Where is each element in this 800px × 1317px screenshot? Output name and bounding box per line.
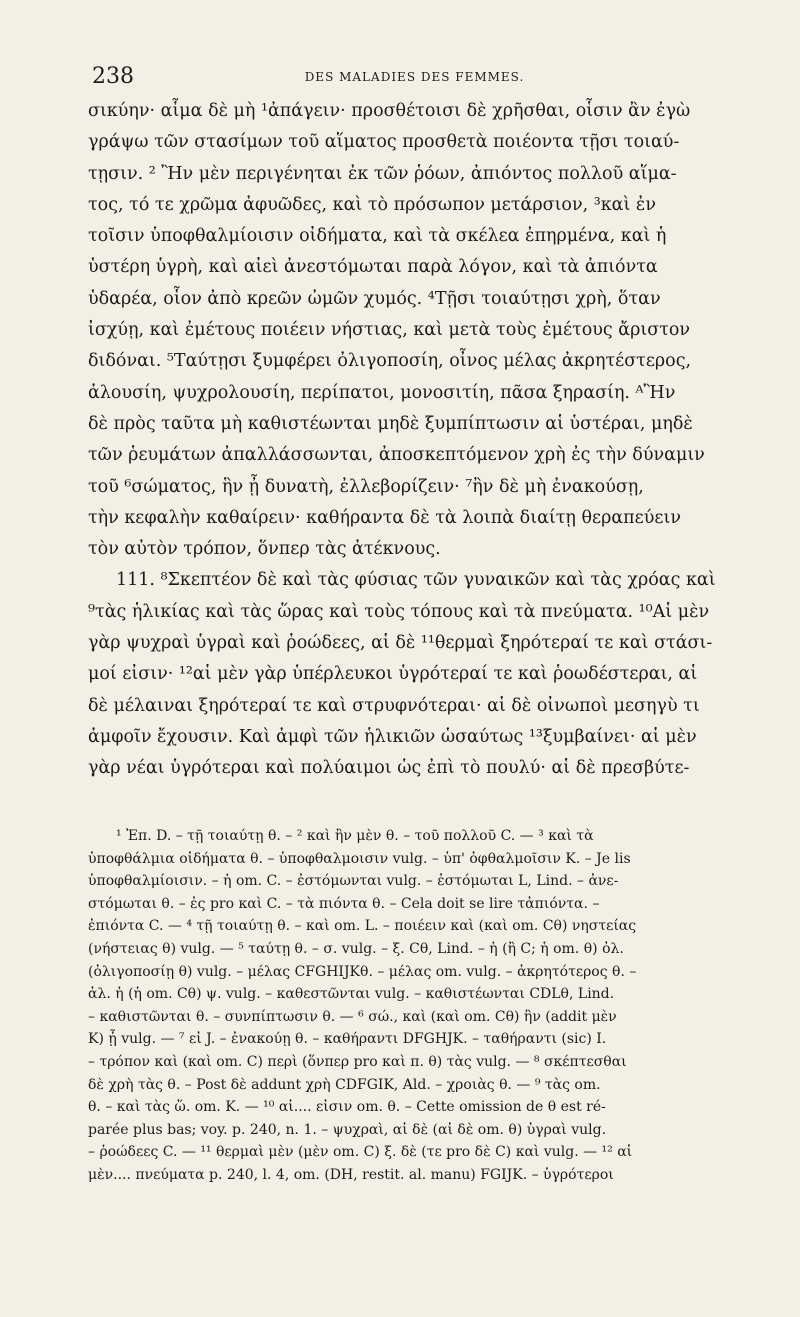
page-header: [92, 64, 737, 92]
footnote-line: – τρόπον καὶ (καὶ om. C) περὶ (ὅνπερ pro καὶ π. θ) τὰς vulg. — ⁸ σκέπτεσθαι: [88, 1053, 627, 1070]
text-line: τῃσιν. ² Ἢν μὲν περιγένηται ἐκ τῶν ῥόων, ἀπιόντος πολλοῦ αἵμα-: [88, 163, 677, 184]
footnote-line: K) ᾖ vulg. — ⁷ εἰ J. – ἐνακούῃ θ. – καθήραντι DFGHJK. – ταθήραντι (sic) I.: [88, 1031, 607, 1048]
text-line: ὑστέρη ὑγρὴ, καὶ αἰεὶ ἀνεστόμωται παρὰ λόγον, καὶ τὰ ἀπιόντα: [88, 257, 658, 278]
footnote-line: parée plus bas; voy. p. 240, n. 1. – ψυχραὶ, αἱ δὲ (αἱ δὲ om. θ) ὑγραὶ vulg.: [88, 1121, 607, 1138]
text-line: ἰσχύῃ, καὶ ἐμέτους ποιέειν νήστιας, καὶ μετὰ τοὺς ἐμέτους ἄριστον: [88, 320, 691, 341]
text-line: ἀμφοῖν ἔχουσιν. Καὶ ἀμφὶ τῶν ἡλικιῶν ὡσαύτως ¹³ξυμβαίνει· αἱ μὲν: [88, 726, 697, 747]
text-line: σικύην· αἷμα δὲ μὴ ¹ἀπάγειν· προσθέτοισι δὲ χρῆσθαι, οἷσιν ἂν ἐγὼ: [88, 101, 691, 121]
page-number: 238: [92, 64, 134, 89]
footnote-line: θ. – καὶ τὰς ὥ. om. K. — ¹⁰ αἱ.... εἰσιν om. θ. – Cette omission de θ est ré-: [88, 1099, 606, 1116]
footnote-line: ὑποφθάλμια οἰδήματα θ. – ὑποφθαλμοισιν vulg. – ὑπ' ὀφθαλμοῖσιν K. – Je lis: [88, 850, 631, 867]
text-line: ἀλουσίη, ψυχρολουσίη, περίπατοι, μονοσιτίη, πᾶσα ξηρασίη. ᴬἪν: [88, 382, 676, 403]
text-line: δὲ πρὸς ταῦτα μὴ καθιστέωνται μηδὲ ξυμπίπτωσιν αἱ ὑστέραι, μηδὲ: [88, 413, 693, 434]
footnote-line: ὑποφθαλμίοισιν. – ἡ om. C. – ἐστόμωνται vulg. – ἐστόμωται L, Lind. – ἀνε-: [88, 873, 619, 890]
main-text: [88, 96, 738, 785]
footnote-line: στόμωται θ. – ἐς pro καὶ C. – τὰ πιόντα θ. – Cela doit se lire τἀπιόντα. –: [88, 895, 600, 912]
text-line: γὰρ ψυχραὶ ὑγραὶ καὶ ῥοώδεες, αἱ δὲ ¹¹θερμαὶ ξηρότεραί τε καὶ στάσι-: [88, 633, 713, 654]
footnote-line: – ῥοώδεες C. — ¹¹ θερμαὶ μὲν (μὲν om. C) ξ. δὲ (τε pro δὲ C) καὶ vulg. — ¹² αἱ: [88, 1144, 633, 1161]
text-line: τος, τό τε χρῶμα ἀφυῶδες, καὶ τὸ πρόσωπον μετάρσιον, ³καὶ ἐν: [88, 194, 656, 215]
footnotes: [88, 825, 738, 1187]
text-line: τὴν κεφαλὴν καθαίρειν· καθήραντα δὲ τὰ λοιπὰ διαίτῃ θεραπεύειν: [88, 507, 681, 528]
text-line: δὲ μέλαιναι ξηρότεραί τε καὶ στρυφνότεραι· αἱ δὲ οἰνωποὶ μεσηγὺ τι: [88, 695, 700, 716]
text-line: διδόναι. ⁵Ταύτῃσι ξυμφέρει ὀλιγοποσίη, οἶνος μέλας ἀκρητέστερος,: [88, 351, 692, 372]
footnote-line: ἀλ. ἡ (ἡ om. Cθ) ψ. vulg. – καθεστῶνται vulg. – καθιστέωνται CDLθ, Lind.: [88, 986, 615, 1003]
running-title: DES MALADIES DES FEMMES.: [304, 70, 525, 84]
text-line: τῶν ῥευμάτων ἀπαλλάσσωνται, ἀποσκεπτόμενον χρὴ ἐς τὴν δύναμιν: [88, 445, 705, 466]
text-line: γὰρ νέαι ὑγρότεραι καὶ πολύαιμοι ὡς ἐπὶ τὸ πουλύ· αἱ δὲ πρεσβύτε-: [88, 758, 690, 779]
text-line: ὑδαρέα, οἷον ἀπὸ κρεῶν ὠμῶν χυμός. ⁴Τῇσι τοιαύτῃσι χρὴ, ὅταν: [88, 288, 661, 309]
text-line: ⁹τὰς ἡλικίας καὶ τὰς ὥρας καὶ τοὺς τόπους καὶ τὰ πνεύματα. ¹⁰Αἱ μὲν: [88, 601, 710, 622]
section-start-line: 111. ⁸Σκεπτέον δὲ καὶ τὰς φύσιας τῶν γυναικῶν καὶ τὰς χρόας καὶ: [116, 570, 716, 591]
text-line: τὸν αὐτὸν τρόπον, ὅνπερ τὰς ἀτέκνους.: [88, 539, 441, 560]
footnote-line: (ὀλιγοποσίῃ θ) vulg. – μέλας CFGHIJKθ. – μέλας om. vulg. – ἀκρητότερος θ. –: [88, 963, 637, 980]
footnote-line: μὲν.... πνεύματα p. 240, l. 4, om. (DH, restit. al. manu) FGIJK. – ὑγρότεροι: [88, 1166, 614, 1183]
text-line: μοί εἰσιν· ¹²αἱ μὲν γὰρ ὑπέρλευκοι ὑγρότεραί τε καὶ ῥοωδέστεραι, αἱ: [88, 664, 698, 685]
footnote-line: (νήστειας θ) vulg. — ⁵ ταύτῃ θ. – σ. vulg. – ξ. Cθ, Lind. – ἡ (ἢ C; ἡ om. θ) ὀλ.: [88, 940, 624, 957]
footnote-line: ἐπιόντα C. — ⁴ τῇ τοιαύτῃ θ. – καὶ om. L. – ποιέειν καὶ (καὶ om. Cθ) νηστείας: [88, 918, 637, 935]
text-line: τοῦ ⁶σώματος, ἣν ᾖ δυνατὴ, ἐλλεβορίζειν· ⁷ἢν δὲ μὴ ἐνακούσῃ,: [88, 476, 644, 497]
text-line: τοῖσιν ὑποφθαλμίοισιν οἰδήματα, καὶ τὰ σκέλεα ἐπηρμένα, καὶ ἡ: [88, 226, 667, 247]
footnote-line: – καθιστῶνται θ. – συνπίπτωσιν θ. — ⁶ σώ., καὶ (καὶ om. Cθ) ἣν (addit μὲν: [88, 1008, 617, 1025]
text-line: γράψω τῶν στασίμων τοῦ αἵματος προσθετὰ ποιέοντα τῇσι τοιαύ-: [88, 132, 680, 153]
footnote-line: δὲ χρὴ τὰς θ. – Post δὲ addunt χρὴ CDFGIK, Ald. – χροιὰς θ. — ⁹ τὰς om.: [88, 1076, 601, 1093]
footnote-line: ¹ Ἐπ. D. – τῇ τοιαύτῃ θ. – ² καὶ ἢν μὲν θ. – τοῦ πολλοῦ C. — ³ καὶ τὰ: [116, 828, 594, 844]
